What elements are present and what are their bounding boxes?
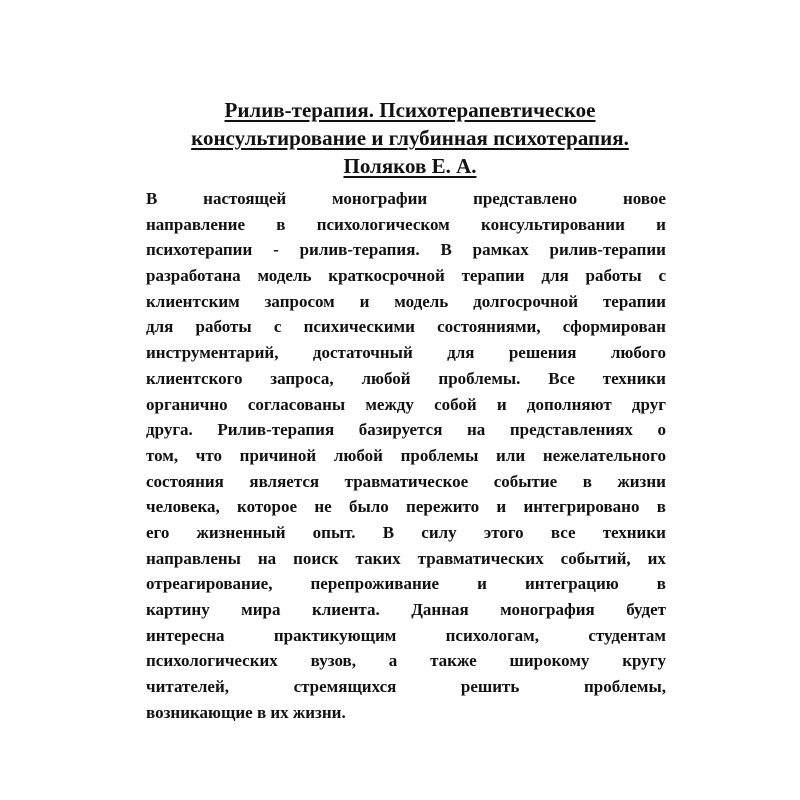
body-word: или [496,445,526,465]
body-word: и [496,497,507,517]
body-word: консультировании [481,214,625,234]
body-word: и [359,291,370,311]
body-text-line [146,314,666,340]
body-word: представлено [473,189,578,208]
body-word: кругу [622,651,666,671]
body-word: травматических [417,548,544,568]
body-word: перепроживание [310,574,440,594]
body-word: направление [146,214,245,234]
body-word: жизненный [196,522,286,542]
body-word: также [430,651,477,671]
body-word: решения [508,343,577,363]
body-word: работы [195,317,252,337]
book-title-line-2: консультирование и глубинная психотерапия. [191,126,629,150]
body-word: согласованы [247,394,346,414]
book-title-line-1: Рилив-терапия. Психотерапевтическое [224,98,596,122]
body-word: Данная [411,600,469,619]
body-word: клиента. [311,600,380,619]
body-text-line [146,469,666,495]
body-word: в [582,471,592,491]
body-word: а [388,651,398,671]
body-word: психотерапии [146,240,253,260]
body-text-line [146,186,666,212]
body-word: будет [626,600,666,619]
body-word: любой [361,368,411,388]
body-word: терапии [461,266,525,286]
body-text-line [146,263,666,289]
body-word: и [656,214,666,234]
body-word: работы [585,266,642,286]
body-word: друга. [146,420,193,440]
body-word: опыт. [312,522,356,542]
body-word: человека, [146,497,220,517]
body-word: читателей, [146,677,230,697]
body-word: событие [493,471,558,491]
body-word: жизни [617,471,666,491]
body-word: психическими [303,317,415,337]
body-word: клиентского [146,368,243,388]
body-word: запросом [264,291,335,311]
body-word: все [550,522,576,542]
body-word: новое [623,189,666,208]
body-word: на [257,548,277,568]
body-word: модель [394,291,449,311]
body-word: что [195,445,223,465]
body-word: интеграцию [525,574,619,594]
body-word: В [440,240,452,260]
body-word: отреагирование, [146,574,273,594]
body-word: органично [146,394,228,414]
body-word: техники [602,368,666,388]
body-text-line [146,392,666,418]
body-word: В [382,522,395,542]
body-word: травматическое [344,471,469,491]
body-word: практикующим [273,625,397,645]
body-word: интегрировано [523,497,640,517]
book-author: Поляков Е. А. [343,154,477,178]
body-word: том, [146,445,179,465]
body-word: проблемы [400,445,479,465]
body-text-line [146,546,666,572]
body-word: с [273,317,282,337]
body-word: таких [355,548,401,568]
body-word: техники [602,522,666,542]
body-word: событий, [560,548,631,568]
body-word: нежелательного [542,445,666,465]
body-word: поиск [293,548,339,568]
body-word: о [657,420,666,440]
body-word: с [658,266,666,286]
body-word: достаточный [312,343,413,363]
body-word: в [656,497,666,517]
body-word: - [273,240,279,260]
body-word: инструментарий, [146,343,279,363]
body-text-line [146,340,666,366]
body-word: студентам [588,625,666,645]
body-word: долгосрочной [473,291,579,311]
body-text-line [146,623,666,649]
body-word: психологических [146,651,278,671]
body-word: является [249,471,320,491]
body-word: Все [548,368,575,388]
body-text-line [146,289,666,315]
body-word: в [656,574,666,594]
body-word: причиной [239,445,317,465]
body-word: рилив-терапия. [299,240,420,260]
body-word: клиентским [146,291,240,311]
body-word: рамках [472,240,529,260]
body-word: психологам, [445,625,539,645]
body-word: проблемы, [583,677,666,697]
body-text-line [146,571,666,597]
body-word: широкому [509,651,590,671]
body-word: этого [483,522,524,542]
body-word: настоящей [203,189,287,208]
body-word: пережито [406,497,480,517]
body-word: и [496,394,507,414]
body-word: его [146,522,170,542]
body-word: дополняют [526,394,612,414]
abstract-body [146,186,666,725]
body-word: рилив-терапии [549,240,666,260]
body-word: для [541,266,569,286]
body-text-line [146,443,666,469]
body-word: для [447,343,475,363]
body-word: вузов, [310,651,356,671]
body-word: друг [631,394,666,414]
body-text-line [146,494,666,520]
body-word: не [314,497,332,517]
body-word: сформирован [562,317,666,337]
body-word: монография [500,600,595,619]
body-word: направлены [146,548,241,568]
body-word: интересна [146,625,225,645]
body-word: их [647,548,666,568]
body-text-line [146,520,666,546]
body-text-line: возникающие в их жизни. [146,702,346,722]
body-word: психологическом [316,214,450,234]
body-word: решить [460,677,520,697]
body-word: краткосрочной [328,266,445,286]
body-word: В [146,189,158,208]
body-word: в [276,214,286,234]
body-word: любой [333,445,383,465]
body-text-line [146,417,666,443]
body-word: на [466,420,486,440]
body-text-line [146,648,666,674]
body-word: модель [257,266,312,286]
body-word: было [348,497,389,517]
body-word: состояния [146,471,224,491]
body-text-line [146,237,666,263]
body-word: для [146,317,174,337]
body-word: запроса, [270,368,334,388]
body-text-line [146,212,666,238]
body-word: собой [434,394,477,414]
body-word: картину [146,600,210,619]
body-text-line [146,674,666,700]
body-word: терапии [602,291,666,311]
body-word: стремящихся [293,677,397,697]
body-word: между [365,394,414,414]
body-text-line [146,597,666,623]
body-word: монографии [332,189,428,208]
body-word: Рилив-терапия [217,420,335,440]
body-word: проблемы. [438,368,521,388]
body-word: силу [421,522,457,542]
body-word: мира [241,600,281,619]
body-word: базируется [358,420,443,440]
body-word: разработана [146,266,241,286]
body-text-line [146,366,666,392]
body-word: которое [237,497,298,517]
body-word: состояниями, [437,317,541,337]
book-title-block [140,96,680,180]
body-word: и [477,574,487,594]
body-word: представлениях [509,420,633,440]
body-word: любого [610,343,666,363]
